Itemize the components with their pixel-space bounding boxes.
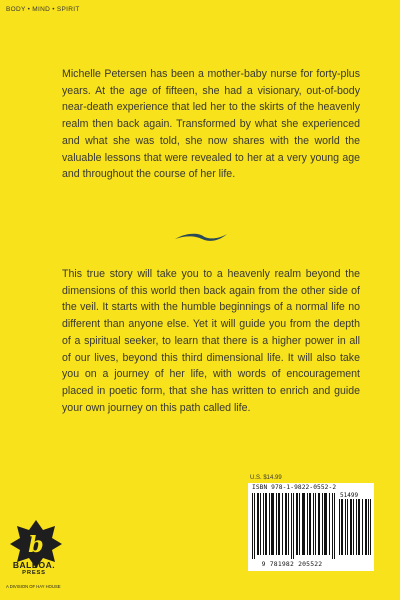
barcode-box (248, 483, 374, 571)
publisher-sub: PRESS (22, 570, 46, 576)
addon-number: 51499 (340, 492, 359, 499)
price-label: U.S. $14.99 (250, 475, 282, 481)
publisher-division: A DIVISION OF HAY HOUSE (6, 584, 61, 589)
svg-text:b: b (28, 532, 44, 558)
publisher-name: BALBOA. (12, 560, 56, 570)
ean-barcode-bars (252, 493, 336, 559)
flourish-divider (173, 228, 229, 246)
ean-number: 9 781982 205522 (261, 560, 323, 568)
category-label: BODY • MIND • SPIRIT (6, 6, 80, 13)
isbn-text: ISBN 978-1-9822-0552-2 (252, 484, 337, 491)
balboa-press-logo-icon (6, 514, 66, 594)
book-description-paragraph: This true story will take you to a heavenly realm beyond the dimensions of this world then back again from the other side of the veil. It starts with the humble beginnings of a normal life no different than anyone else. Yet it will guide you from the depth of a spiritual seeker, to learn that there is a higher power in all of our lives, beyond this third dimensional life. It will also take you on a journey of her life, with words of encouragement placed in poetic form, that she has written to enrich and guide your own journey on this path called life. (62, 268, 360, 414)
author-bio-paragraph: Michelle Petersen has been a mother-baby nurse for forty-plus years. At the age of fifteen, she had a visionary, out-of-body near-death experience that led her to the skirts of the heavenly realm then back again. Transformed by what she experienced and what she was told, she now shares with the world the valuable lessons that were revealed to her at a very young age and throughout the course of her life. (62, 68, 360, 181)
addon-barcode-bars (339, 499, 371, 555)
